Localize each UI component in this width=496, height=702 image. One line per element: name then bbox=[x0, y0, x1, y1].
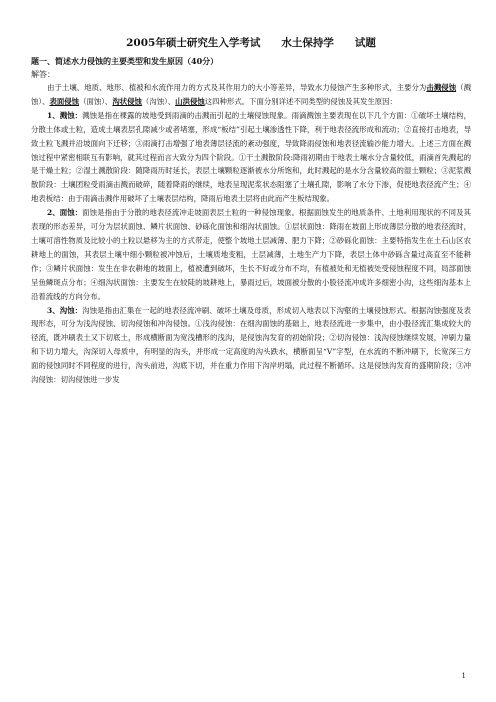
answer-label: 解答： bbox=[31, 70, 55, 79]
section-text-gully: 沟蚀是指由汇集在一起的地表径流冲刷、破坏土壤及母质，形成切入地表以下沟壑的土壤侵蚀形式。根据沟蚀强度及表现形态，可分为浅沟侵蚀、切沟侵蚀和冲沟侵蚀。①浅沟侵蚀：在细沟面蚀的基础上，地表径流进一步集中，由小股径流汇集成较大的径流，既冲刷表土又下切底土，形成横断面为宽浅槽形的浅沟，是侵蚀沟发育的初始阶段；②切沟侵蚀：浅沟侵蚀继续发展，冲刷力量和下切力增大，沟深切入母质中，有明显的沟头，并形成一定高度的沟头跌水，横断面呈“V”字型，在水流的不断冲刷下，长宽深三方面的侵蚀同时不同程度的进行，沟头前进，沟底下切，并在重力作用下沟岸坍塌，此过程不断循环。这是侵蚀沟发育的盛期阶段；③冲沟侵蚀：切沟侵蚀进一步发 bbox=[31, 305, 471, 385]
keyword-gully-erosion: 沟状侵蚀 bbox=[112, 96, 142, 106]
section-label-sheet: 2、面蚀： bbox=[47, 208, 83, 218]
section-text-splash: 溅蚀是指在裸露的坡地受到雨滴的击溅而引起的土壤侵蚀现象。雨滴溅蚀主要表现在以下几个方面：①破坏土壤结构，分散土体或土粒，造成土壤表层孔隙减少或者堵塞，形成“板结”引起土壤渗透性下降，利于地表径流形成和流动；②直接打击地表，导致土粒飞溅并沿坡面向下迁移；③雨滴打击增强了地表薄层径流的紊动强度，导致降雨侵蚀和地表径流输沙能力增大。上述三方面在溅蚀过程中紧密相联互有影响，就其过程而言大致分为四个阶段。①干土溅散阶段:降雨初期由于地表土壤水分含量较低，雨滴首先溅起的是干燥土粒；②湿土溅散阶段：随降雨历时延长，表层土壤颗粒逐渐被水分所饱和，此时溅起的是水分含量较高的湿土颗粒；③泥浆溅散阶段：土壤团粒受雨滴击溅而破碎，随着降雨的继续，地表呈现泥浆状态阻塞了土壤孔隙，影响了水分下渗，促使地表径流产生；④地表板结：由于雨滴击溅作用破坏了土壤表层结构，降雨后地表土层将由此而产生板结现象。 bbox=[31, 110, 471, 204]
intro-text-1: 由于土壤、地质、地形、植被和水流作用力的方式及其作用力的大小等差异，导致水力侵蚀产生多种形式，主要分为 bbox=[47, 83, 427, 92]
intro-text-5: 这四种形式。下面分别详述不同类型的侵蚀及其发生原因： bbox=[204, 96, 397, 106]
intro-text-2: （溅蚀）、 bbox=[31, 83, 471, 106]
section-label-gully: 3、沟蚀： bbox=[47, 305, 83, 315]
section-label-splash: 1、溅蚀： bbox=[47, 110, 83, 120]
question-heading: 题一、简述水力侵蚀的主要类型和发生原因（40分） bbox=[31, 56, 219, 66]
section-splash-erosion bbox=[31, 109, 471, 206]
page-title: 2005年硕士研究生入学考试 水土保持学 试题 bbox=[126, 37, 376, 49]
keyword-surface-erosion: 表面侵蚀 bbox=[49, 96, 80, 106]
keyword-splash-erosion: 击溅侵蚀 bbox=[426, 83, 457, 92]
document-page bbox=[31, 36, 471, 387]
section-text-sheet: 面蚀是指由于分散的地表径流冲走坡面表层土粒的一种侵蚀现象。根据面蚀发生的地质条件、土地利用现状的不同及其表现的形态差异，可分为层状面蚀、鳞片状面蚀、砂砾化面蚀和细沟状面蚀。①层状面蚀：降雨在坡面上形成薄层分散的地表径流时，土壤可溶性物质及比较小的土粒以悬移为主的方式带走，使整个坡地土层减薄、肥力下降；②砂砾化面蚀：主要特指发生在土石山区农耕地上的面蚀，其表层土壤中细小颗粒被冲蚀后，土壤质地变粗，土层减薄，土地生产力下降，表层土体中砂砾含量过高直至不能耕作；③鳞片状面蚀：发生在非农耕地的坡面上，植被遭到破坏，生长不好或分布不均，有植被处和无植被处受侵蚀程度不同，局部面蚀呈鱼鳞斑点分布；④细沟状面蚀：主要发生在较陡的坡耕地上，暴雨过后，坡面被分散的小股径流冲成许多细密小沟，这些细沟基本上沿着流线的方向分布。 bbox=[31, 208, 471, 301]
keyword-flash-flood-erosion: 山洪侵蚀 bbox=[175, 96, 205, 106]
intro-paragraph bbox=[31, 81, 471, 109]
intro-text-3: （面蚀）、 bbox=[79, 96, 113, 106]
page-number bbox=[0, 672, 496, 680]
intro-text-4: （沟蚀）、 bbox=[141, 96, 176, 106]
page-number-text: 1 bbox=[461, 672, 466, 680]
section-gully-erosion bbox=[31, 304, 471, 387]
section-sheet-erosion bbox=[31, 206, 471, 303]
